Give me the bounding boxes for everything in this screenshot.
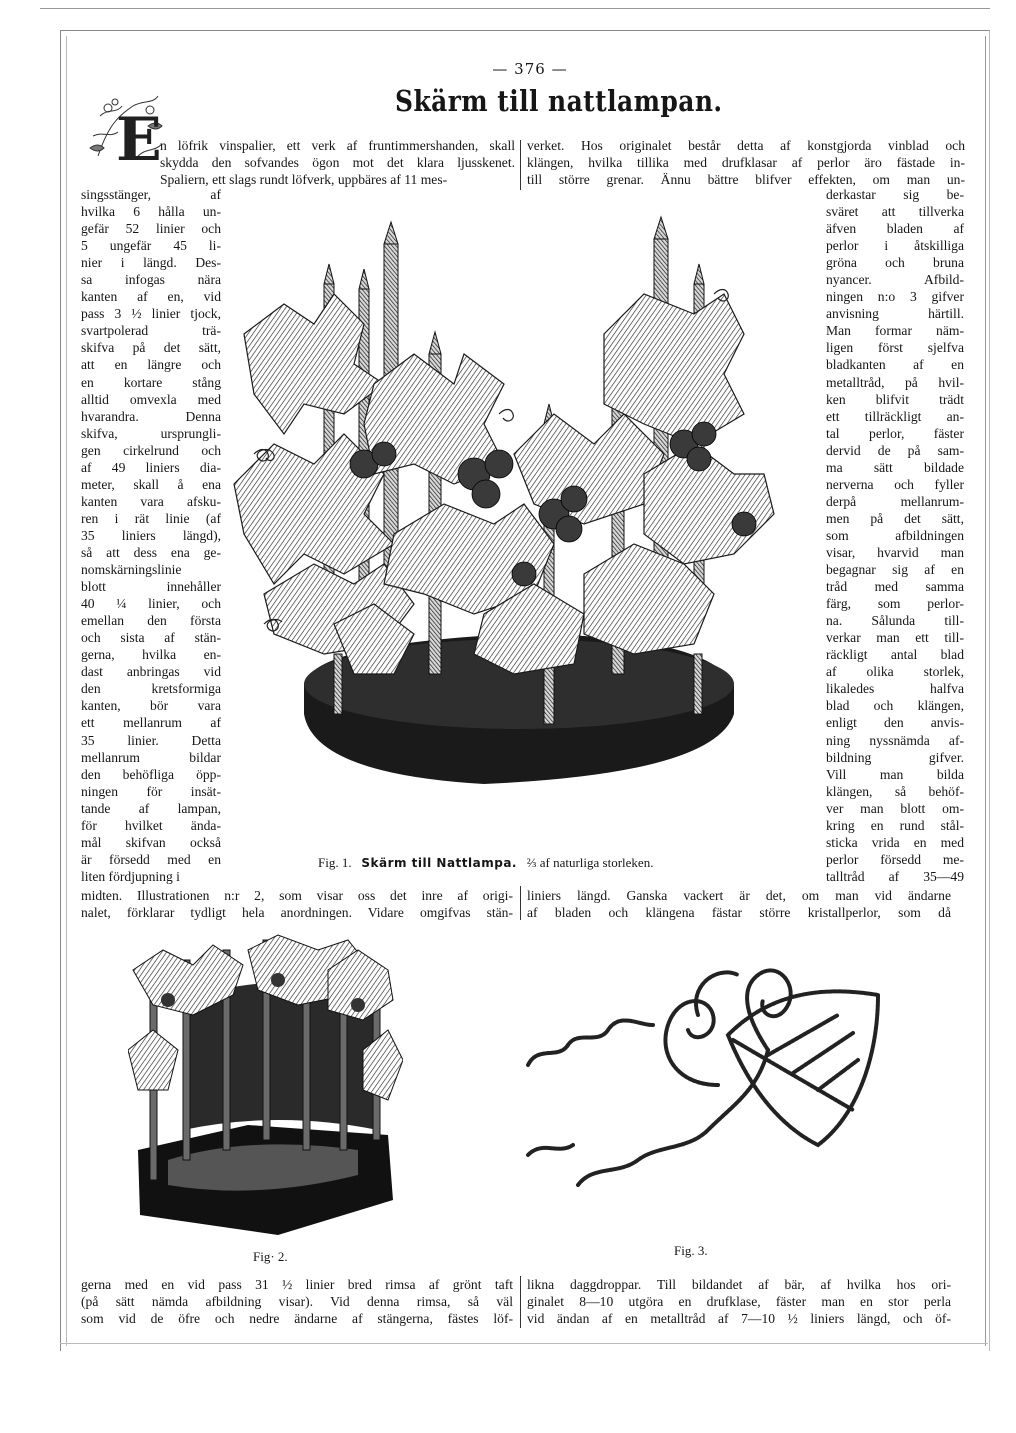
top-rule	[40, 8, 990, 9]
text-line: kanten, bör vara	[81, 698, 221, 714]
text-line: verket. Hos originalet består detta af konstgjorda vinblad och	[527, 138, 965, 153]
text-line: ken blifvit trädt	[826, 391, 964, 407]
text-line: ett tillräckligt an-	[826, 408, 964, 424]
text-line: 5 ungefär 45 li-	[81, 238, 221, 254]
figure-1-label: Fig. 1.	[318, 855, 352, 870]
text-line: ningen för insät-	[81, 783, 221, 799]
text-line: nier i längd. Des-	[81, 255, 221, 271]
text-line: tråd med samma	[826, 579, 964, 595]
initial-glyph: E	[116, 105, 162, 168]
text-line: sticka vrida en med	[826, 834, 964, 850]
text-line: tande af lampan,	[81, 800, 221, 816]
text-line: men på det sätt,	[826, 510, 964, 526]
text-line: nomskärningslinie	[81, 562, 182, 578]
text-line: ning nyssnämda af-	[826, 732, 964, 748]
text-line: skifva på det sätt,	[81, 340, 221, 356]
text-line: mellanrum bildar	[81, 749, 221, 765]
text-line: den kretsformiga	[81, 681, 221, 697]
figure-2-caption: Fig· 2.	[253, 1249, 288, 1264]
text-line: nalet, förklarar tydligt hela anordningen. Vidare omgifvas stän-	[81, 905, 513, 921]
text-line: na. Sålunda till-	[826, 613, 964, 629]
column-rule-bottom	[520, 1276, 521, 1328]
bottom-rule	[60, 1343, 988, 1344]
text-line: och sista af stän-	[81, 630, 221, 646]
figure-1-caption	[318, 855, 653, 871]
text-line: visar, hvarvid man	[826, 544, 964, 560]
figure-3-beaded-leaf	[518, 955, 918, 1205]
text-line: emellan den första	[81, 613, 221, 629]
text-line: bladkanten af en	[826, 357, 964, 373]
text-line: perlor i åtskilliga	[826, 238, 964, 254]
text-line: 35 liniers längd),	[81, 527, 221, 543]
text-line: så att dess ena ge-	[81, 544, 221, 560]
text-line: som vid de öfre och nedre ändarne af stängerna, fästes löf-	[81, 1311, 513, 1327]
text-line: midten. Illustrationen n:r 2, som visar oss det inre af origi-	[81, 888, 513, 903]
text-line: gen cirkelrund och	[81, 442, 221, 458]
text-line: gefär 52 linier och	[81, 221, 221, 237]
figure-3-caption: Fig. 3.	[674, 1243, 708, 1258]
text-line: dast anbringas vid	[81, 664, 221, 680]
text-line: en kortare stång	[81, 374, 221, 390]
intro-paragraph	[160, 137, 515, 188]
text-line: klängen, så behöf-	[826, 783, 964, 799]
text-line: singsstänger, af	[81, 187, 221, 202]
figure-1-scale: ⅔ af naturliga storleken.	[526, 855, 654, 870]
right-top-text	[527, 137, 965, 188]
figure-1-illustration	[224, 214, 809, 819]
column-rule-mid	[520, 886, 521, 920]
text-line: 40 ¼ linier, och	[81, 596, 221, 612]
text-line: hvilka 6 hålla un-	[81, 204, 221, 220]
text-line: talltråd af 35—49	[826, 868, 964, 884]
text-line: perlor försedd me-	[826, 851, 964, 867]
text-line: 35 linier. Detta	[81, 732, 221, 748]
text-line: svartpolerad trä-	[81, 323, 221, 339]
left-bottom-text	[81, 887, 513, 921]
text-line: enligt den anvis-	[826, 715, 964, 731]
text-line: sa infogas nära	[81, 272, 221, 288]
text-line: likna daggdroppar. Till bildandet af bär, af hvilka hos ori-	[527, 1277, 951, 1292]
decorative-initial-letter	[88, 86, 170, 168]
text-line: kanten vara afsku-	[81, 493, 221, 509]
text-line: anvisning härtill.	[826, 306, 964, 322]
text-line: (på sätt nämda afbildning visar). Vid denna rimsa, så väl	[81, 1294, 513, 1310]
text-line: äfven bladen af	[826, 221, 964, 237]
text-line: nerverna och fyller	[826, 476, 964, 492]
text-line: af olika storlek,	[826, 664, 964, 680]
text-line: hvarandra. Denna	[81, 408, 221, 424]
text-line: n löfrik vinspalier, ett verk af fruntimmershanden, skall	[160, 138, 515, 153]
text-line: ver man blott om-	[826, 800, 964, 816]
figure-2-illustration	[128, 930, 403, 1242]
text-line: blott innehåller	[81, 579, 221, 595]
left-column-text	[81, 186, 221, 885]
text-line: gröna och bruna	[826, 255, 964, 271]
right-column-text	[826, 186, 964, 885]
vine-leaves	[234, 294, 774, 674]
text-line: kanten af en, vid	[81, 289, 221, 305]
text-line: gerna med en vid pass 31 ½ linier bred rimsa af grönt taft	[81, 1277, 513, 1292]
text-line: skifva, ursprungli-	[81, 425, 221, 441]
text-line: liten fördjupning i	[81, 868, 180, 884]
text-line: blad och klängen,	[826, 698, 964, 714]
text-line: dervid de på sam-	[826, 442, 964, 458]
text-line: ett mellanrum af	[81, 715, 221, 731]
text-line: klängen, hvilka tillika med drufklasar af perlor äro fästade in-	[527, 155, 965, 171]
text-line: ginalet 8—10 utgöra en drufklase, fäster man en stor perla	[527, 1294, 951, 1310]
text-line: derpå mellanrum-	[826, 493, 964, 509]
text-line: sväret att tillverka	[826, 204, 964, 220]
text-line: för hvilket ända-	[81, 817, 221, 833]
text-line: ma sätt bildade	[826, 459, 964, 475]
text-line: Man formar näm-	[826, 323, 964, 339]
text-line: mål skifvan också	[81, 834, 221, 850]
text-line: Spaliern, ett slags rundt löfverk, uppbäres af 11 mes-	[160, 172, 448, 188]
text-line: alltid omvexla med	[81, 391, 221, 407]
text-line: ligen först sjelfva	[826, 340, 964, 356]
text-line: gerna, hvilka en-	[81, 647, 221, 663]
text-line: är försedd med en	[81, 851, 221, 867]
article-title: Skärm till nattlampan.	[395, 84, 723, 118]
text-line: ningen n:o 3 gifver	[826, 289, 964, 305]
text-line: räckligt antal blad	[826, 647, 964, 663]
text-line: verkar man ett till-	[826, 630, 964, 646]
text-line: begagnar sig af en	[826, 562, 964, 578]
text-line: bildning gifver.	[826, 749, 964, 765]
text-line: vid ändan af en metalltråd af 7—10 ½ liniers längd, och öf-	[527, 1311, 951, 1327]
column-rule-top	[520, 140, 521, 190]
text-line: kring en rund stål-	[826, 817, 964, 833]
figure-1-title: Skärm till Nattlampa.	[361, 856, 517, 870]
text-line: skydda den sofvandes ögon mot det klara ljusskenet.	[160, 155, 515, 171]
text-line: att en längre och	[81, 357, 221, 373]
text-line: ren i rät linie (af	[81, 510, 221, 526]
text-line: som afbildningen	[826, 527, 964, 543]
text-line: derkastar sig be-	[826, 187, 964, 202]
text-line: meter, skall å ena	[81, 476, 221, 492]
text-line: färg, som perlor-	[826, 596, 964, 612]
text-line: af 49 liniers dia-	[81, 459, 221, 475]
text-line: till större grenar. Ännu bättre blifver effekten, om man un-	[527, 172, 965, 188]
text-line: pass 3 ½ linier tjock,	[81, 306, 221, 322]
text-line: nyancer. Afbild-	[826, 272, 964, 288]
right-bottom-text	[527, 887, 951, 921]
text-line: af bladen och klängena fästar större kristallperlor, som då	[527, 905, 951, 921]
text-line: liniers längd. Ganska vackert är det, om man vid ändarne	[527, 888, 951, 903]
text-line: metalltråd, på hvil-	[826, 374, 964, 390]
page-number: — 376 —	[492, 60, 568, 78]
bottom-right-text	[527, 1276, 951, 1327]
text-line: tal perlor, fäster	[826, 425, 964, 441]
text-line: den behöfliga öpp-	[81, 766, 221, 782]
text-line: likaledes halfva	[826, 681, 964, 697]
bottom-left-text	[81, 1276, 513, 1327]
text-line: Vill man bilda	[826, 766, 964, 782]
